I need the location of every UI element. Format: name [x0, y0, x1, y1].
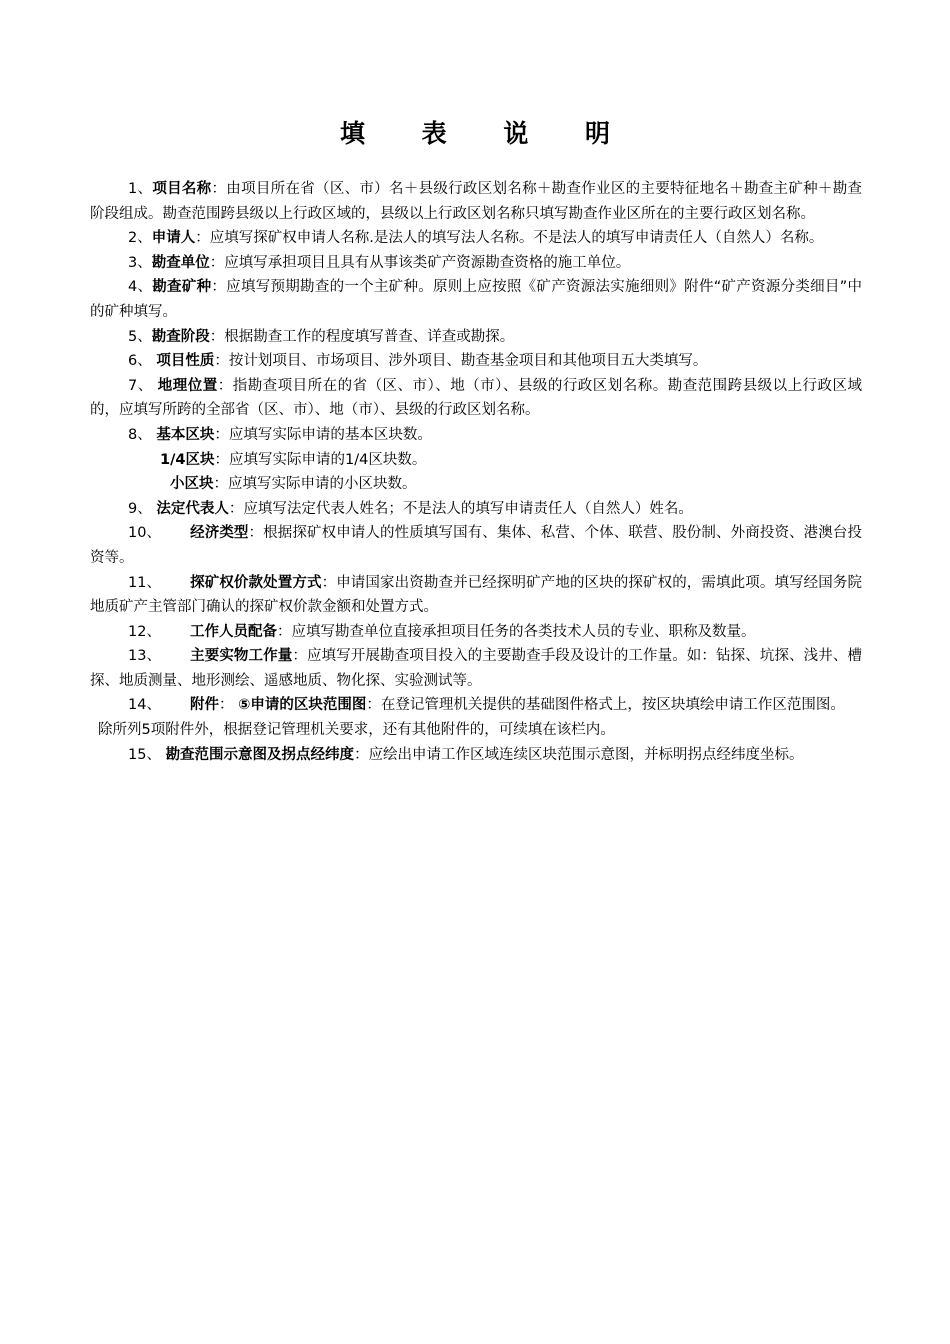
- item-text: ：应填写承担项目且具有从事该类矿产资源勘查资格的施工单位。: [209, 254, 631, 271]
- item-text: ：按计划项目、市场项目、涉外项目、勘查基金项目和其他项目五大类填写。: [214, 353, 708, 370]
- instruction-item-6: [90, 349, 862, 374]
- item-term: 小区块: [170, 476, 214, 493]
- item-number: 3、: [128, 254, 152, 271]
- item-number: 9、: [128, 500, 157, 517]
- instruction-item-8: [90, 423, 862, 448]
- item-text: ： ⑤申请的区块范围图：在登记管理机关提供的基础图件格式上，按区块填绘申请工作区范围图。: [219, 697, 845, 714]
- instruction-item-14: [90, 693, 862, 718]
- item-term: 项目名称: [152, 181, 212, 197]
- document-title: 填 表 说 明: [339, 119, 635, 148]
- item-term: 勘查阶段: [151, 328, 210, 345]
- item-term: 主要实物工作量: [190, 648, 293, 665]
- item-text: ：应填写探矿权申请人名称.是法人的填写法人名称。不是法人的填写申请责任人（自然人）名称。: [195, 230, 824, 247]
- item-term: 勘查单位: [151, 254, 210, 271]
- item-number: 13、: [128, 648, 161, 665]
- instruction-item-8-quarter-block: [90, 448, 862, 473]
- item-subterm: ⑤申请的区块范围图: [238, 697, 367, 714]
- item-term: 勘查范围示意图及拐点经纬度: [165, 746, 355, 763]
- item-text: ：根据探矿权申请人的性质填写国有、集体、私营、个体、联营、股份制、外商投资、港澳台投资等。: [90, 525, 862, 566]
- instruction-item-10: [90, 521, 862, 570]
- instruction-item-8-small-block: [90, 472, 862, 497]
- instruction-item-3: [90, 251, 862, 276]
- item-term: 1/4区块: [160, 451, 215, 468]
- item-term: 法定代表人: [156, 500, 229, 517]
- instruction-item-9: [90, 497, 862, 522]
- item-text: ：应填写实际申请的小区块数。: [213, 476, 417, 493]
- item-text: ：应填写勘查单位直接承担项目任务的各类技术人员的专业、职称及数量。: [277, 623, 756, 640]
- item-number: 4、: [128, 279, 153, 296]
- instruction-attachment-note: [90, 718, 862, 743]
- item-number: 15、: [128, 746, 166, 763]
- item-text: ：应填写开展勘查项目投入的主要勘查手段及设计的工作量。如：钻探、坑探、浅井、槽探、地质测量、地形测绘、遥感地质、物化探、实验测试等。: [90, 648, 863, 689]
- item-number: 5、: [128, 328, 152, 345]
- instruction-item-1: [90, 177, 862, 226]
- item-text: ：应填写预期勘查的一个主矿种。原则上应按照《矿产资源法实施细则》附件“矿产资源分类细目”中的矿种填写。: [90, 279, 862, 320]
- item-term: 探矿权价款处置方式: [190, 574, 322, 591]
- item-term: 经济类型: [190, 525, 249, 542]
- item-text: ：申请国家出资勘查并已经探明矿产地的区块的探矿权的，需填此项。填写经国务院地质矿产主管部门确认的探矿权价款金额和处置方式。: [90, 574, 863, 616]
- instruction-item-4: [90, 275, 862, 324]
- item-number: 6、: [128, 353, 157, 370]
- item-number: 7、: [128, 377, 158, 394]
- item-term: 勘查矿种: [152, 279, 212, 296]
- item-term: 工作人员配备: [190, 623, 277, 640]
- item-text: ：根据勘查工作的程度填写普查、详查或勘探。: [209, 328, 515, 345]
- item-number: 11、: [128, 574, 161, 591]
- item-text: ：指勘查项目所在的省（区、市）、地（市）、县级的行政区划名称。勘查范围跨县级以上行政区域的，应填写所跨的全部省（区、市）、地（市）、县级的行政区划名称。: [90, 377, 863, 419]
- item-text: ：应绘出申请工作区域连续区块范围示意图，并标明拐点经纬度坐标。: [354, 746, 804, 763]
- item-term: 基本区块: [156, 426, 215, 443]
- item-term: 申请人: [151, 230, 196, 247]
- instruction-item-2: [90, 226, 862, 251]
- instruction-item-7: [90, 374, 862, 423]
- item-number: 8、: [128, 426, 157, 443]
- instruction-item-12: [90, 620, 862, 645]
- instructions-body: [90, 177, 862, 767]
- instruction-item-13: [90, 644, 862, 693]
- item-number: 1、: [128, 181, 153, 197]
- item-number: 14、: [128, 697, 161, 714]
- instruction-item-15: [90, 743, 862, 768]
- item-text: ：由项目所在省（区、市）名＋县级行政区划名称＋勘查作业区的主要特征地名＋勘查主矿种＋勘查阶段组成。勘查范围跨县级以上行政区域的，县级以上行政区划名称只填写勘查作业区所在的主要行政区划名称。: [90, 181, 862, 222]
- item-term: 地理位置: [157, 377, 218, 394]
- item-term: 附件: [190, 697, 219, 714]
- item-term: 项目性质: [156, 353, 215, 370]
- item-number: 10、: [128, 525, 161, 542]
- item-text: 除所列5项附件外，根据登记管理机关要求，还有其他附件的，可续填在该栏内。: [98, 722, 615, 739]
- item-text: ：应填写实际申请的1/4区块数。: [214, 451, 427, 468]
- instruction-item-11: [90, 571, 862, 620]
- item-text: ：应填写法定代表人姓名；不是法人的填写申请责任人（自然人）姓名。: [228, 500, 693, 517]
- item-text: ：应填写实际申请的基本区块数。: [214, 426, 432, 443]
- item-number: 12、: [128, 623, 161, 640]
- instruction-item-5: [90, 325, 862, 350]
- item-number: 2、: [128, 230, 152, 247]
